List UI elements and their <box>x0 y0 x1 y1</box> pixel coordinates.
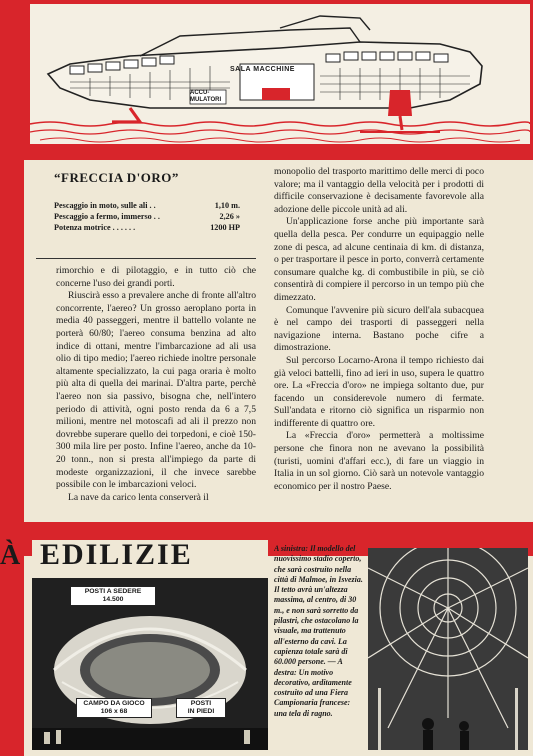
section-title: EDILIZIE <box>40 538 193 571</box>
spec-row <box>54 211 240 222</box>
spider-web-structure-illustration <box>368 548 528 750</box>
hydrofoil-cutaway-diagram <box>30 4 530 144</box>
paragraph: Sul percorso Locarno-Arona il tempo richiesto dai già veloci battelli, fino ad ieri in uso, supera le quattro ore. La «Freccia d'oro» ne impiega soltanto due, pur facendo un considerevole numero di fermate. Sull'andata e ritorno ciò significa un risparmio non indifferente di quattro ore. <box>274 354 484 429</box>
seats-label: POSTI A SEDERE 14.500 <box>70 586 156 606</box>
paragraph: Comunque l'avvenire più sicuro dell'ala subacquea è nel campo dei trasporti di passeggeri nella navigazione interna. Bastano poche cifre a dimostrazione. <box>274 304 484 354</box>
paragraph: monopolio del trasporto marittimo delle merci di poco valore; ma il vantaggio della velocità per i prodotti di difficile conservazione è decisamente favorevole alla adozione delle piccole unità ad ali. <box>274 166 484 215</box>
section-left-fragment: À <box>0 540 21 571</box>
accumulators-label: ACCU- MULATORI <box>190 90 222 103</box>
paragraph: Un'applicazione forse anche più importante sarà quella della pesca. Per condurre un equipaggio nelle zone di pesca, ad alcune centinaia di km. di distanza, o per trasportare il pesce in porto, converrà certamente consumare qualche kg. di combustibile in più, se ciò consentirà di compiere il percorso in un tempo più che dimezzato. <box>274 216 484 303</box>
spec-value: 2,26 » <box>219 212 240 221</box>
paragraph: rimorchio e di pilotaggio, e in tutto ciò che concerne l'uso dei grandi porti. <box>56 265 256 289</box>
spider-web-photo <box>368 548 528 750</box>
diagram-lower-band <box>24 144 533 160</box>
spec-row <box>54 200 240 211</box>
spec-label: Potenza motrice . . . . . . <box>54 223 136 232</box>
specs-title: “FRECCIA D'ORO” <box>54 170 179 185</box>
spec-label: Pescaggio a fermo, immerso . . <box>54 212 160 221</box>
spec-row <box>54 222 240 233</box>
paragraph: La «Freccia d'oro» permetterà a moltissime persone che finora non ne avevano la possibilità (turisti, uomini d'affari ecc.), di fare un viaggio in Italia in un sol giorno. Ciò sarà un notevole vantaggio economico per il nostro Paese. <box>274 430 484 492</box>
standing-label: POSTI IN PIEDI <box>176 698 226 718</box>
field-label: CAMPO DA GIOCO 106 x 68 <box>76 698 152 718</box>
paragraph: Riuscirà esso a prevalere anche di fronte all'altro concorrente, l'aereo? Un grosso aeroplano porta in media 40 passeggeri, mentre il battello volante ne porterà 60/80; l'aereo consuma benzina ad alto indice di ottani, mentre l'imbarcazione ad ali usa olio di tipo medio; l'aereo richiede inoltre personale altamente specializzato, la cui paga oraria è molto più alta di quella dei marinai. D'altra parte, perchè l'aereo non sia passivo, bisogna che, nell'intero periodo di attività, ogni posto renda da 6 a 7,5 milioni, mentre nel motoscafi ad ali il prezzo non dovrebbe superare quello dei torpedoni, e cioè 150-300 mila lire per posto. Infine l'aereo, anche da 10-20 tonn., non si presta all'impiego da parte di modeste organizzazioni, il che invece sarebbe possibile con le imbarcazioni veloci. <box>56 290 256 491</box>
paragraph: La nave da carico lenta conserverà il <box>68 491 209 503</box>
spec-value: 1,10 m. <box>214 201 240 210</box>
photo-caption: A sinistra: Il modello del nuovissimo stadio coperto, che sarà costruito nella città di Malmoe, in Isvezia. Il tetto avrà un'altezza massima, al centro, di 30 m., e non sarà sorretto da pilastri, che ostacolano la visuale, ma trattenuto all'esterno da cavi. La capienza totale sarà di 60.000 persone. — A destra: Un motivo decorativo, arditamente costruito ad una Fiera Campionaria francese: una tela di ragno. <box>274 544 363 718</box>
spec-value: 1200 HP <box>210 223 240 232</box>
specs-divider <box>36 258 256 259</box>
left-article-column <box>56 265 256 504</box>
spec-label: Pescaggio in moto, sulle ali . . <box>54 201 156 210</box>
left-red-strip <box>0 0 24 756</box>
right-article-column <box>274 166 484 493</box>
engine-room-label: SALA MACCHINE <box>230 66 295 73</box>
specs-box <box>54 170 240 233</box>
